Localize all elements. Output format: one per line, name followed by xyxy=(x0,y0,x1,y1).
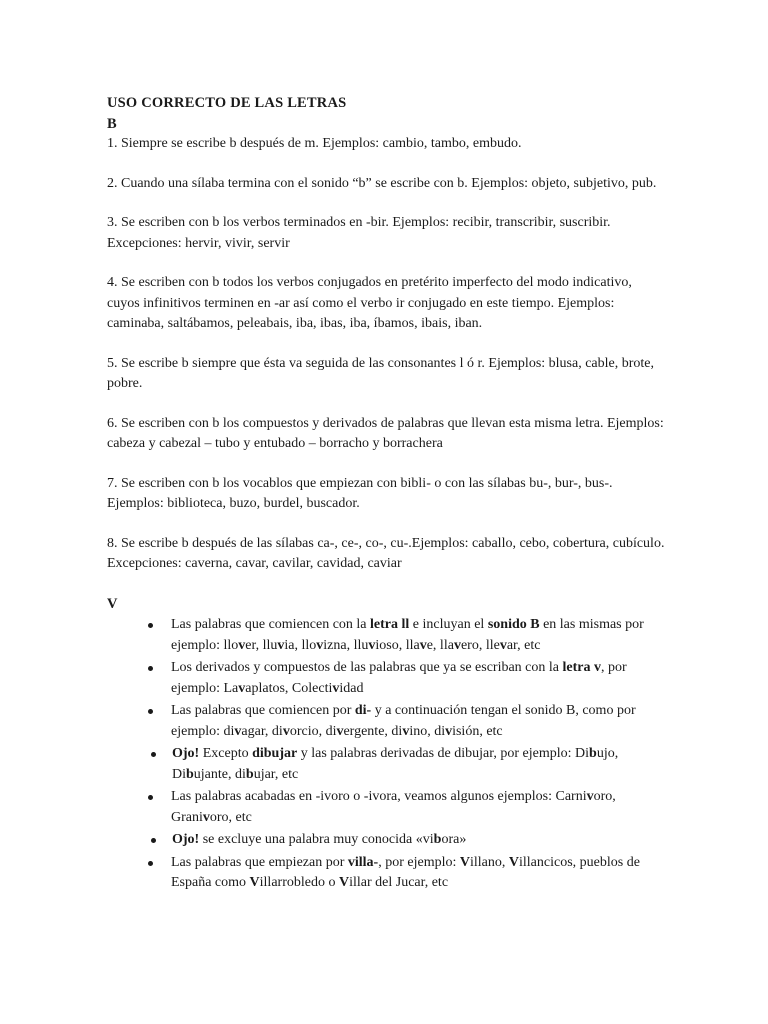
document-title: USO CORRECTO DE LAS LETRAS xyxy=(107,95,347,111)
b-rule-7: 7. Se escriben con b los vocablos que empiezan con bibli- o con las sílabas bu-, bur-, bus-. Ejemplos: biblioteca, buzo, burdel, buscador. xyxy=(107,475,613,511)
v-rules-list-cont xyxy=(107,787,667,828)
v-rule-3-text: Las palabras que comiencen por di- y a continuación tengan el sonido B, como por ejemplo: divagar, divorcio, divergente, divino, división, etc xyxy=(171,703,636,739)
bullet-icon xyxy=(148,861,153,866)
v-rules-list-end xyxy=(107,853,667,894)
b-rule-5: 5. Se escribe b siempre que ésta va seguida de las consonantes l ó r. Ejemplos: blusa, cable, brote, pobre. xyxy=(107,355,655,391)
b-rule-8: 8. Se escribe b después de las sílabas ca-, ce-, co-, cu-.Ejemplos: caballo, cebo, cobertura, cubículo. Excepciones: caverna, cavar, cavilar, cavidad, caviar xyxy=(107,535,665,571)
v-heading: V xyxy=(107,595,118,612)
b-rule-1: 1. Siempre se escribe b después de m. Ejemplos: cambio, tambo, embudo. xyxy=(107,136,522,151)
bullet-icon xyxy=(148,666,153,671)
bullet-icon xyxy=(148,623,153,628)
bullet-icon xyxy=(151,752,156,757)
v-rules-list xyxy=(107,615,667,742)
bullet-icon xyxy=(151,838,156,843)
b-rule-2: 2. Cuando una sílaba termina con el sonido “b” se escribe con b. Ejemplos: objeto, subjetivo, pub. xyxy=(107,175,657,191)
v-rule-4-note: Ojo! se excluye una palabra muy conocida «vibora» xyxy=(172,832,467,847)
v-rule-5-text: Las palabras que empiezan por villa-, por ejemplo: Villano, Villancicos, pueblos de España como Villarrobledo o Villar del Jucar, etc xyxy=(171,854,640,890)
v-rule-2-text: Los derivados y compuestos de las palabras que ya se escriban con la letra v, por ejemplo: Lavaplatos, Colectividad xyxy=(171,660,627,696)
list-item xyxy=(107,658,667,699)
v-rule-1-text: Las palabras que comiencen con la letra ll e incluyan el sonido B en las mismas por ejemplo: llover, lluvia, llovizna, lluvioso, llave, llavero, llevar, etc xyxy=(171,617,644,653)
bullet-icon xyxy=(148,709,153,714)
v-rule-4-text: Las palabras acabadas en -ivoro o -ivora, veamos algunos ejemplos: Carnivoro, Granivoro, etc xyxy=(171,789,616,825)
b-rule-6: 6. Se escriben con b los compuestos y derivados de palabras que llevan esta misma letra. Ejemplos: cabeza y cabezal – tubo y entubado – borracho y borrachera xyxy=(107,415,664,451)
list-item xyxy=(107,701,667,742)
b-rule-3: 3. Se escriben con b los verbos terminados en -bir. Ejemplos: recibir, transcribir, suscribir. Excepciones: hervir, vivir, servir xyxy=(107,215,611,251)
list-item xyxy=(107,787,667,828)
bullet-icon xyxy=(148,795,153,800)
b-heading: B xyxy=(107,115,117,132)
list-item xyxy=(43,830,667,851)
v-rule-4-sublist xyxy=(43,830,667,851)
v-rule-3-sublist xyxy=(43,744,667,785)
b-rule-4: 4. Se escriben con b todos los verbos conjugados en pretérito imperfecto del modo indicativo, cuyos infinitivos terminen en -ar así como el verbo ir conjugado en este tiempo. Ejemplos: caminaba, saltábamos, peleabais, iba, ibas, iba, íbamos, ibais, iban. xyxy=(107,275,632,331)
list-item xyxy=(43,744,667,785)
list-item xyxy=(107,615,667,656)
list-item xyxy=(107,853,667,894)
v-rule-3-note: Ojo! Excepto dibujar y las palabras derivadas de dibujar, por ejemplo: Dibujo, Dibujante, dibujar, etc xyxy=(172,746,619,782)
document-content xyxy=(107,93,667,896)
